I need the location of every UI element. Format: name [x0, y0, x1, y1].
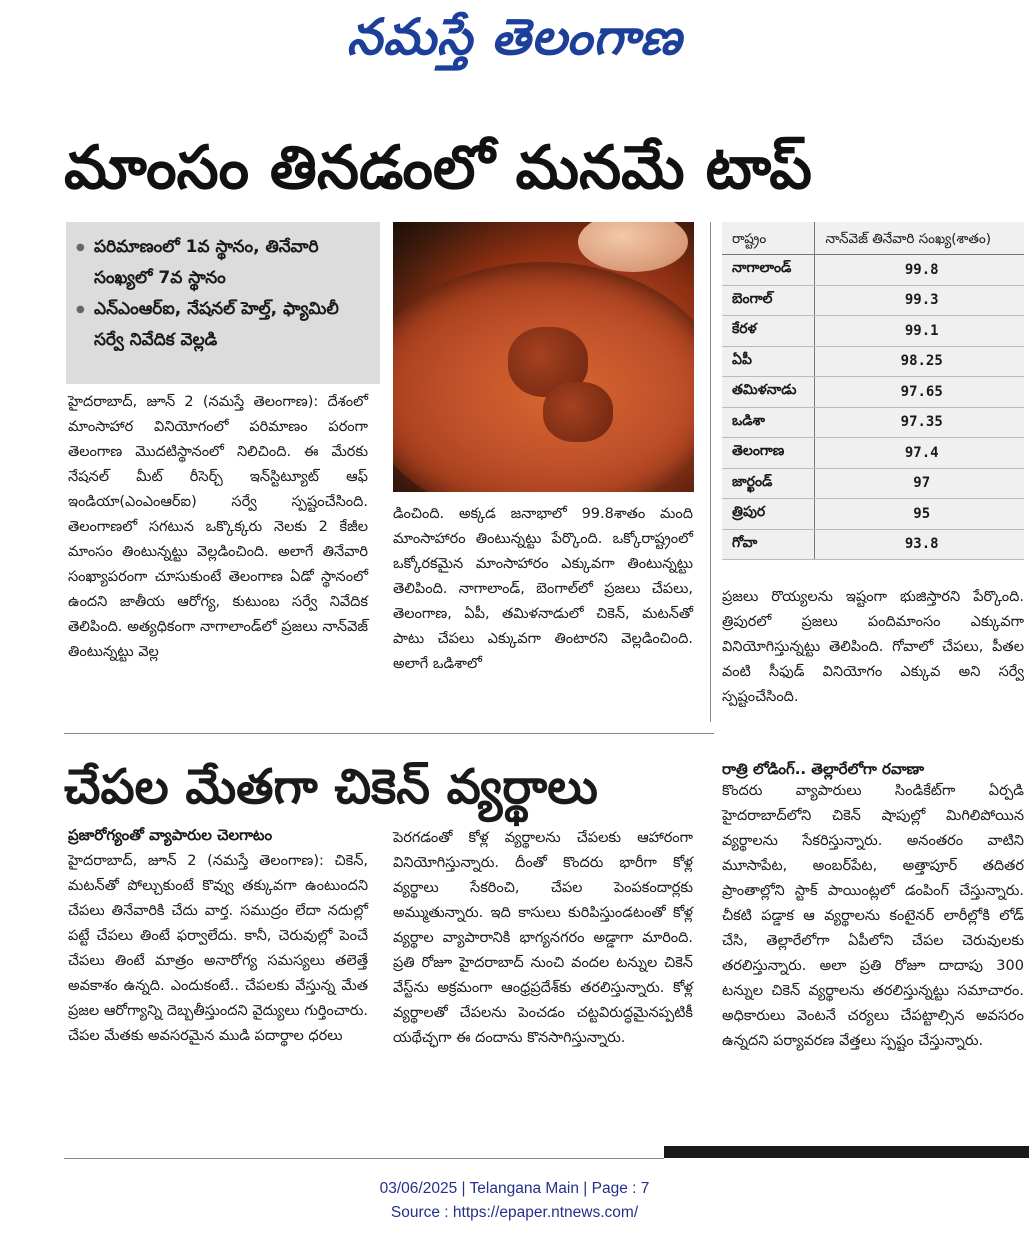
onion-shape [578, 222, 688, 272]
meat-piece [543, 382, 613, 442]
story1-text-1: హైదరాబాద్‌, జూన్‌ 2 (నమస్తే తెలంగాణ): దేశంలో మాంసాహార వినియోగంలో పరిమాణం పరంగా తెలంగాణ మొదటిస్థానంలో నిలిచింది. ఈ మేరకు నేషనల్‌ మీట్‌ రీసెర్చ్‌ ఇన్‌స్టిట్యూట్‌ ఆఫ్‌ ఇండియా(ఎంఎంఆర్‌ఐ) సర్వే స్పష్టంచేసింది. తెలంగాణలో సగటున ఒక్కొక్కరు నెలకు 2 కేజీల మాంసం తింటున్నట్టు వెల్లడించింది. అలాగే తినేవారి సంఖ్యాపరంగా చూసుకుంటే తెలంగాణ ఏడో స్థానంలో ఉందని జాతీయ ఆరోగ్య, కుటుంబ సర్వే నివేదిక తెలిపింది. అత్యధికంగా నాగాలాండ్‌లో ప్రజలు నాన్‌వెజ్‌ తింటున్నట్టు వెల్ల [68, 394, 368, 660]
mutton-curry-photo [393, 222, 694, 492]
footer-source-line: Source : https://epaper.ntnews.com/ [390, 1204, 639, 1221]
story2-column-2 [393, 826, 693, 1051]
story2-subhead: ప్రజారోగ్యంతో వ్యాపారుల చెలగాటం [68, 826, 273, 844]
footer-date-line: 03/06/2025 | Telangana Main | Page : 7 [379, 1180, 650, 1197]
highlight-item: ● పరిమాణంలో 1వ స్థానం, తినేవారి సంఖ్యలో 7వ స్థానం [76, 232, 372, 294]
story2-column-3 [722, 779, 1024, 1054]
story1-highlights-box [66, 222, 380, 384]
state-cell: ఏపీ [722, 346, 815, 377]
state-cell: బెంగాల్‌ [722, 285, 815, 316]
table-row [722, 316, 1024, 347]
story1-headline: మాంసం తినడంలో మనమే టాప్ [64, 133, 812, 203]
highlight-item: ● ఎన్‌ఎంఆర్‌ఐ, నేషనల్‌ హెల్త్‌, ఫ్యామిలీ సర్వే నివేదిక వెల్లడి [76, 294, 372, 356]
state-cell: తెలంగాణ [722, 438, 815, 469]
value-cell: 93.8 [815, 529, 1024, 560]
state-cell: జార్ఖండ్‌ [722, 468, 815, 499]
bottom-divider [64, 1158, 664, 1159]
page-footer [0, 1177, 1029, 1225]
story1-text-2: డించింది. అక్కడ జనాభాలో 99.8శాతం మంది మాంసాహారం తింటున్నట్టు పేర్కొంది. ఒక్కోరాష్ట్రంలో ఒక్కోరకమైన మాంసాహారం ఎక్కువగా తింటున్నట్టు తెలిపింది. నాగాలాండ్‌, బెంగాల్‌లో ప్రజలు చేపలు, తెలంగాణ, ఏపీ, తమిళనాడులో చికెన్‌, మటన్‌తో పాటు చేపలు ఎక్కువగా తింటారని వెల్లడించింది. అలాగే ఒడిశాలో [393, 506, 693, 672]
value-cell: 97 [815, 468, 1024, 499]
story2-column-1 [68, 849, 368, 1049]
story2-headline: చేపల మేతగా చికెన్‌ వ్యర్థాలు [64, 759, 598, 815]
state-cell: ఒడిశా [722, 407, 815, 438]
column-divider [710, 222, 711, 722]
table-row [722, 499, 1024, 530]
table-row [722, 255, 1024, 286]
story1-column-1 [68, 390, 368, 665]
value-cell: 97.35 [815, 407, 1024, 438]
state-cell: త్రిపుర [722, 499, 815, 530]
value-cell: 97.4 [815, 438, 1024, 469]
next-story-strip [664, 1146, 1029, 1158]
table-row [722, 285, 1024, 316]
section-divider [64, 733, 714, 734]
story2-text-2: పెరగడంతో కోళ్ల వ్యర్థాలను చేపలకు ఆహారంగా వినియోగిస్తున్నారు. దీంతో కొందరు భారీగా కోళ్ల వ్యర్థాలు సేకరించి, చేపల పెంపకందార్లకు అమ్ముతున్నారు. ఇది కాసులు కురిపిస్తుండటంతో కోళ్ల వ్యర్థాల వ్యాపారానికి భాగ్యనగరం అడ్డాగా మారింది. ప్రతి రోజూ హైదరాబాద్‌ నుంచి వందల టన్నుల చికెన్‌ వేస్ట్‌ను అక్రమంగా ఆంధ్రప్రదేశ్‌కు తరలిస్తున్నారు. కోళ్ల వ్యర్థాలతో చేపలను పెంచడం చట్టవిరుద్ధమైనప్పటికీ యథేచ్ఛగా ఈ దందాను కొనసాగిస్తున్నారు. [393, 830, 693, 1046]
story1-column-2 [393, 502, 693, 677]
newspaper-masthead: నమస్తే తెలంగాణ [346, 8, 683, 66]
table-header-state: రాష్ట్రం [722, 222, 815, 255]
table-header-value: నాన్‌వెజ్‌ తినేవారి సంఖ్య(శాతం) [815, 222, 1024, 255]
state-cell: తమిళనాడు [722, 377, 815, 408]
state-cell: గోవా [722, 529, 815, 560]
story1-column-3 [722, 585, 1024, 710]
table-row [722, 438, 1024, 469]
table-row [722, 346, 1024, 377]
table-row [722, 468, 1024, 499]
table-row [722, 529, 1024, 560]
story2-side-subhead: రాత్రి లోడింగ్‌.. తెల్లారేలోగా రవాణా [722, 760, 925, 778]
table-row [722, 377, 1024, 408]
story1-text-3: ప్రజలు రొయ్యలను ఇష్టంగా భుజిస్తారని పేర్కొంది. త్రిపురలో ప్రజలు పందిమాంసం ఎక్కువగా వినియోగిస్తున్నట్టు తెలిపింది. గోవాలో చేపలు, పీతల వంటి సీఫుడ్‌ వినియోగం ఎక్కువ అని సర్వే స్పష్టంచేసింది. [722, 589, 1024, 705]
table-row [722, 407, 1024, 438]
value-cell: 99.1 [815, 316, 1024, 347]
value-cell: 99.3 [815, 285, 1024, 316]
story2-text-3: కొందరు వ్యాపారులు సిండికేట్‌గా ఏర్పడి హైదరాబాద్‌లోని చికెన్‌ షాపుల్లో మిగిలిపోయిన వ్యర్థాలను సేకరిస్తున్నారు. అనంతరం వాటిని మూసాపేట, అంబర్‌పేట, అత్తాపూర్‌ తదితర ప్రాంతాల్లోని స్టాక్‌ పాయింట్లలో డంపింగ్‌ చేస్తున్నారు. చీకటి పడ్డాక ఆ వ్యర్థాలను కంటైనర్‌ లారీల్లోకి లోడ్‌ చేసి, తెల్లారేలోగా ఏపీలోని చేపల చెరువులకు తరలిస్తున్నారు. అలా ప్రతి రోజూ దాదాపు 300 టన్నుల చికెన్‌ వ్యర్థాలను తరలిస్తున్నట్టు సమాచారం. అధికారులు వెంటనే చర్యలు చేపట్టాల్సిన అవసరం ఉన్నదని పర్యావరణ వేత్తలు స్పష్టం చేస్తున్నారు. [722, 783, 1024, 1049]
value-cell: 99.8 [815, 255, 1024, 286]
nonveg-stats-table [722, 222, 1024, 560]
state-cell: కేరళ [722, 316, 815, 347]
value-cell: 98.25 [815, 346, 1024, 377]
story2-text-1: హైదరాబాద్‌, జూన్‌ 2 (నమస్తే తెలంగాణ): చికెన్‌, మటన్‌తో పోల్చుకుంటే కొవ్వు తక్కువగా ఉంటుందని చేపలు తినేవారికి చేదు వార్త. సముద్రం లేదా నదుల్లో పట్టే చేపలు తింటే ఫర్వాలేదు. కానీ, చెరువుల్లో పెంచే చేపలు తింటే మాత్రం అనారోగ్య సమస్యలు తలెత్తే అవకాశం ఉన్నది. ఎందుకంటే.. చేపలకు వేస్తున్న మేత ప్రజల ఆరోగ్యాన్ని దెబ్బతీస్తుందని వైద్యులు గుర్తించారు. చేపల మేతకు అవసరమైన ముడి పదార్థాల ధరలు [68, 853, 368, 1044]
state-cell: నాగాలాండ్‌ [722, 255, 815, 286]
value-cell: 95 [815, 499, 1024, 530]
value-cell: 97.65 [815, 377, 1024, 408]
